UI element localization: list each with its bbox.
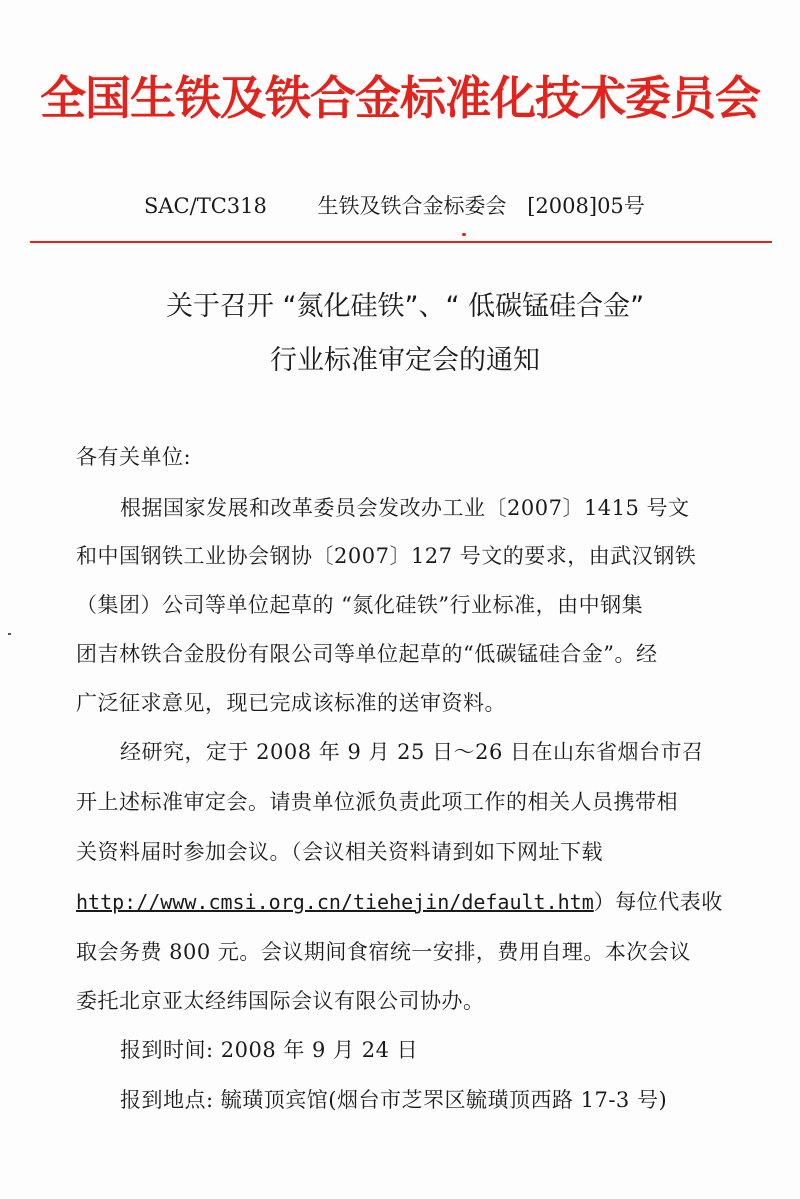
scan-speck [8, 633, 11, 635]
doc-year-number: [2008]05号 [527, 194, 645, 218]
body-line: 广泛征求意见，现已完成该标准的送审资料。 [76, 691, 506, 715]
url-line [76, 886, 723, 916]
body-line: 开上述标准审定会。请贵单位派负责此项工作的相关人员携带相 [76, 790, 678, 814]
notice-title-line2: 行业标准审定会的通知 [270, 345, 540, 376]
document-number [144, 190, 645, 220]
red-mark [462, 233, 466, 236]
doc-issuer: 生铁及铁合金标委会 [317, 194, 507, 218]
registration-place: 报到地点: 毓璜顶宾馆(烟台市芝罘区毓璜顶西路 17-3 号) [120, 1088, 668, 1112]
salutation: 各有关单位: [76, 445, 192, 469]
body-line: 关资料届时参加会议。（会议相关资料请到如下网址下载 [76, 840, 603, 864]
body-line: 取会务费 800 元。会议期间食宿统一安排，费用自理。本次会议 [76, 940, 691, 964]
body-line: 和中国钢铁工业协会钢协〔2007〕127 号文的要求，由武汉钢铁 [76, 544, 697, 568]
body-line: 委托北京亚太经纬国际会议有限公司协办。 [76, 989, 485, 1013]
body-line: 根据国家发展和改革委员会发改办工业〔2007〕1415 号文 [120, 496, 690, 520]
doc-code: SAC/TC318 [144, 194, 267, 218]
body-line: （集团）公司等单位起草的 “氮化硅铁”行业标准，由中钢集 [76, 593, 644, 617]
download-link[interactable]: http://www.cmsi.org.cn/tiehejin/default.htm [76, 890, 594, 914]
registration-time: 报到时间: 2008 年 9 月 24 日 [120, 1038, 419, 1062]
notice-title-line1: 关于召开 “氮化硅铁”、“ 低碳锰硅合金” [165, 291, 645, 322]
url-line-suffix: ）每位代表收 [593, 890, 723, 914]
body-line: 经研究，定于 2008 年 9 月 25 日～26 日在山东省烟台市召 [120, 740, 704, 764]
red-divider-line [30, 241, 772, 243]
body-line: 团吉林铁合金股份有限公司等单位起草的“低碳锰硅合金”。经 [76, 642, 658, 666]
letterhead-title: 全国生铁及铁合金标准化技术委员会 [40, 71, 760, 125]
